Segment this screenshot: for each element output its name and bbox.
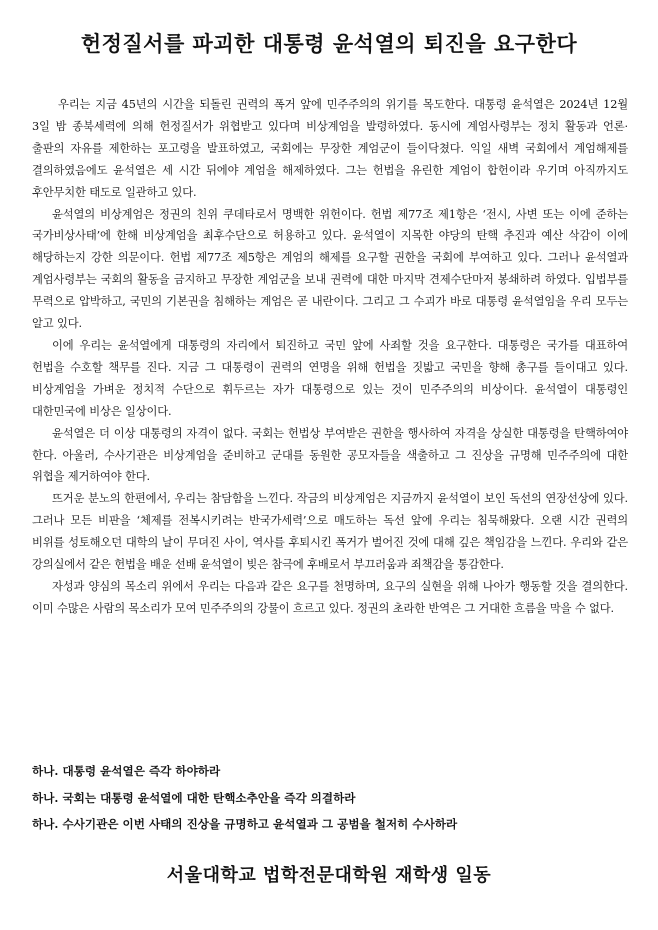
signatory: 서울대학교 법학전문대학원 재학생 일동 bbox=[166, 865, 492, 886]
paragraph-resignation-demand: 이에 우리는 윤석열에게 대통령의 자리에서 퇴진하고 국민 앞에 사죄할 것을 요구한다. 대통령은 국가를 대표하여 헌법을 수호할 책무를 진다. 지금 그 대통령이 권력의 연명을 위해 헌법을 짓밟고 국민을 향해 총구를 들이대고 있다. 비상계엄을 가벼운 정치적 수단으로 휘두르는 자가 대통령으로 있는 것이 민주주의의 비상이다. 윤석열이 대통령인 대한민국에 비상은 일상이다. bbox=[32, 338, 628, 418]
paragraph-responsibility: 뜨거운 분노의 한편에서, 우리는 참담함을 느낀다. 작금의 비상계엄은 지금까지 윤석열이 보인 독선의 연장선상에 있다. 그러나 모든 비판을 ‘체제를 전복시키려는 반국가세력’으로 매도하는 독선 앞에 우리는 침묵해왔다. 오랜 시간 권력의 비위를 성토해오던 대학의 날이 무뎌진 사이, 역사를 후퇴시킨 폭거가 벌어진 것에 대해 깊은 책임감을 느낀다. 우리와 같은 강의실에서 같은 헌법을 배운 선배 윤석열이 빚은 참극에 후배로서 부끄러움과 죄책감을 통감한다. bbox=[32, 492, 628, 572]
demands-list bbox=[32, 758, 632, 838]
demand-item: 하나. 국회는 대통령 윤석열에 대한 탄핵소추안을 즉각 의결하라 bbox=[32, 790, 356, 805]
paragraph-unconstitutionality: 윤석열의 비상계엄은 정권의 친위 쿠데타로서 명백한 위헌이다. 헌법 제77조 제1항은 ‘전시, 사변 또는 이에 준하는 국가비상사태’에 한해 비상계엄을 최후수단으로 허용하고 있다. 윤석열이 지목한 야당의 탄핵 추진과 예산 삭감이 이에 해당하는지 강한 의문이다. 헌법 제77조 제5항은 계엄의 해제를 요구할 권한을 국회에 부여하고 있다. 그러나 윤석열과 계엄사령부는 국회의 활동을 금지하고 무장한 계엄군을 보내 권력에 대한 마지막 견제수단마저 봉쇄하려 하였다. 입법부를 무력으로 압박하고, 국민의 기본권을 침해하는 계엄은 곧 내란이다. 그리고 그 수괴가 바로 대통령 윤석열임을 우리 모두는 알고 있다. bbox=[32, 207, 628, 331]
paragraph-martial-law-declaration: 우리는 지금 45년의 시간을 되돌린 권력의 폭거 앞에 민주주의의 위기를 목도한다. 대통령 윤석열은 2024년 12월 3일 밤 종북세력에 의해 헌정질서가 위협받고 있다며 비상계엄을 발령하였다. 동시에 계엄사령부는 정치 활동과 언론·출판의 자유를 제한하는 포고령을 발표하였고, 국회에는 무장한 계엄군이 들이닥쳤다. 익일 새벽 국회에서 계엄해제를 결의하였음에도 윤석열은 세 시간 뒤에야 계엄을 해제하였다. 그는 헌법을 유린한 계엄이 합헌이라 우기며 아직까지도 후안무치한 태도로 일관하고 있다. bbox=[32, 98, 628, 199]
demand-item: 하나. 대통령 윤석열은 즉각 하야하라 bbox=[32, 764, 221, 778]
paragraph-impeachment-call: 윤석열은 더 이상 대통령의 자격이 없다. 국회는 헌법상 부여받은 권한을 행사하여 자격을 상실한 대통령을 탄핵하여야 한다. 아울러, 수사기관은 비상계엄을 준비하고 군대를 동원한 공모자들을 색출하고 그 진상을 규명해 민주주의에 대한 위협을 제거하여야 한다. bbox=[32, 426, 628, 484]
paragraph-resolution: 자성과 양심의 목소리 위에서 우리는 다음과 같은 요구를 천명하며, 요구의 실현을 위해 나아가 행동할 것을 결의한다. 이미 수많은 사람의 목소리가 모여 민주주의의 강물이 흐르고 있다. 정권의 초라한 반역은 그 거대한 흐름을 막을 수 없다. bbox=[32, 579, 628, 615]
statement-body bbox=[32, 94, 628, 620]
demand-item: 하나. 수사기관은 이번 사태의 진상을 규명하고 윤석열과 그 공범을 철저히 수사하라 bbox=[32, 817, 458, 831]
document-title: 헌정질서를 파괴한 대통령 윤석열의 퇴진을 요구한다 bbox=[80, 31, 578, 56]
